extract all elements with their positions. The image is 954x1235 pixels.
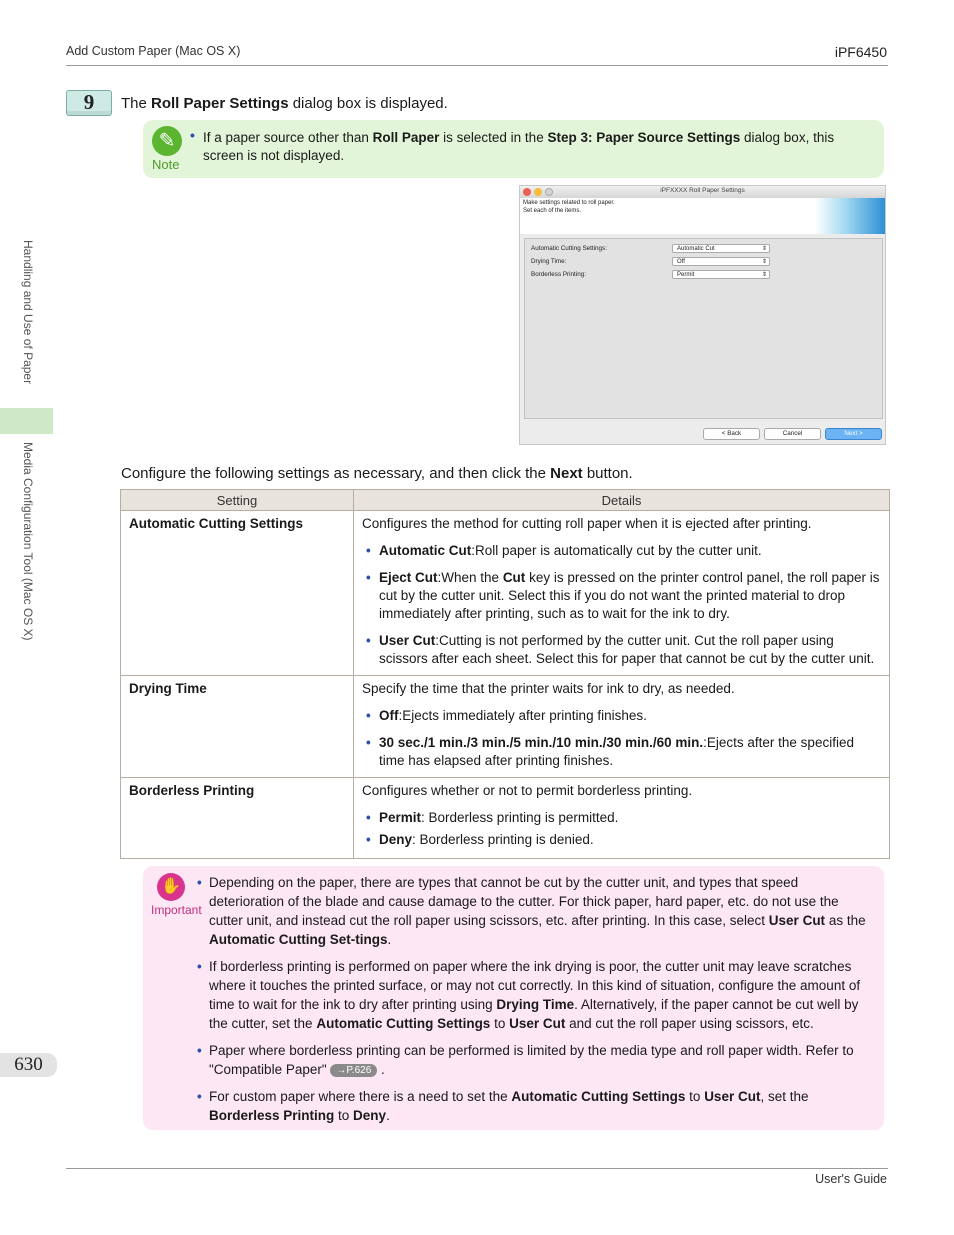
note-text — [203, 129, 873, 165]
text-run: :Ejects immediately after printing finishes. — [398, 708, 647, 723]
step-text: The Roll Paper Settings dialog box is displayed. — [121, 95, 448, 112]
drying-time-select[interactable]: Off ⇕ — [672, 257, 770, 266]
list-item — [362, 734, 881, 770]
list-item — [362, 809, 881, 827]
note-label: Note — [152, 157, 180, 172]
bold-text: Eject Cut — [379, 570, 438, 585]
bold-text: Cut — [502, 570, 526, 585]
step-number-badge: 9 — [66, 90, 112, 116]
list-item — [362, 542, 881, 560]
automatic-cutting-select[interactable]: Automatic Cut ⇕ — [672, 244, 770, 253]
text-run: to — [334, 1108, 354, 1123]
bold-text: Drying Time — [496, 997, 575, 1012]
bullet-icon: • — [197, 1089, 202, 1104]
bold-text: User Cut — [768, 913, 826, 928]
header-model-name: iPF6450 — [834, 44, 887, 60]
header-section-title: Add Custom Paper (Mac OS X) — [66, 44, 241, 58]
text-run: :Roll paper is automatically cut by the cutter unit. — [471, 543, 762, 558]
text-run: to — [685, 1089, 705, 1104]
details-intro: Configures whether or not to permit borderless printing. — [362, 783, 693, 798]
borderless-printing-label: Borderless Printing: — [531, 271, 586, 278]
roll-paper-settings-dialog — [519, 185, 886, 445]
side-tab-chapter: Handling and Use of Paper — [21, 240, 35, 385]
bold-text: User Cut — [704, 1089, 761, 1104]
setting-details-cell — [354, 511, 890, 676]
bullet-icon: • — [197, 875, 202, 890]
bullet-icon: • — [366, 810, 371, 825]
text-run: Depending on the paper, there are types that cannot be cut by the cutter unit, and types that speed deterioration of the blade and cause damage to the cutter. For thick paper, hard paper, etc. do not use the cutter unit, and instead cut the roll paper using scissors, etc. after printing. In this case, select — [209, 875, 839, 928]
text-run: :Cutting is not performed by the cutter unit. Cut the roll paper using scissors after each sheet. Select this for paper that cannot be cut by the cutter unit. — [379, 633, 875, 666]
setting-name-cell: Automatic Cutting Settings — [121, 511, 354, 676]
side-tab-highlight — [0, 408, 53, 434]
text-run: dialog box, this screen is not displayed. — [203, 130, 835, 163]
important-list — [197, 873, 870, 1133]
setting-name-cell: Borderless Printing — [121, 778, 354, 859]
text-run: . — [377, 1062, 385, 1077]
bold-text: Deny — [353, 1108, 387, 1123]
bold-text: Deny — [379, 832, 413, 847]
header-divider — [66, 65, 888, 66]
details-intro: Configures the method for cutting roll paper when it is ejected after printing. — [362, 516, 812, 531]
table-row — [121, 778, 890, 859]
stepper-arrows-icon: ⇕ — [761, 246, 767, 252]
drying-time-label: Drying Time: — [531, 258, 567, 265]
list-item — [197, 1041, 870, 1079]
cancel-button[interactable]: Cancel — [764, 428, 821, 440]
bullet-icon: • — [366, 708, 371, 723]
text-run: is selected in the — [439, 130, 548, 145]
next-button[interactable]: Next > — [825, 428, 882, 440]
text-run: as the — [825, 913, 866, 928]
side-tab-section: Media Configuration Tool (Mac OS X) — [21, 442, 35, 641]
text-run: For custom paper where there is a need to set the — [209, 1089, 512, 1104]
bold-text: User Cut — [379, 633, 436, 648]
text-run: . — [387, 932, 392, 947]
list-item — [362, 831, 881, 849]
bold-text: Roll Paper — [372, 130, 440, 145]
list-item — [362, 569, 881, 623]
text-run: and cut the roll paper using scissors, etc. — [565, 1016, 814, 1031]
bold-text: Permit — [379, 810, 422, 825]
pencil-icon: ✎ — [152, 126, 182, 156]
bold-text: Automatic Cut — [379, 543, 472, 558]
automatic-cutting-label: Automatic Cutting Settings: — [531, 245, 607, 252]
bold-text: 30 sec./1 min./3 min./5 min./10 min./30 min./60 min. — [379, 735, 704, 750]
list-item — [362, 632, 881, 668]
setting-details-cell — [354, 676, 890, 778]
table-header-row — [121, 490, 890, 511]
text-run: :When the — [437, 570, 503, 585]
dialog-title: iPFXXXX Roll Paper Settings — [660, 187, 745, 194]
bullet-icon: • — [366, 832, 371, 847]
bullet-icon: • — [197, 1043, 202, 1058]
details-intro: Specify the time that the printer waits for ink to dry, as needed. — [362, 681, 735, 696]
text-run: If borderless printing is performed on paper where the ink drying is poor, the cutter unit may leave scratches where it touches the printed surface, or may not cut correctly. In this kind of situation, configure the amount of time to wait for the ink to dry after printing using — [209, 959, 861, 1012]
text-run: :Ejects after the specified time has elapsed after printing finishes. — [379, 735, 854, 768]
bullet-icon: • — [366, 633, 371, 648]
text-run: : Borderless printing is permitted. — [421, 810, 619, 825]
bold-text: Automatic Cutting Settings — [316, 1016, 491, 1031]
bold-text: Borderless Printing — [209, 1108, 335, 1123]
settings-table — [120, 489, 890, 859]
list-item — [197, 873, 870, 949]
page-reference-link[interactable]: →P.626 — [330, 1064, 377, 1077]
printer-banner-art-icon — [815, 198, 885, 234]
dialog-titlebar — [520, 186, 885, 198]
bold-text: Automatic Cutting Settings — [511, 1089, 686, 1104]
bullet-icon: • — [197, 959, 202, 974]
bullet-icon: • — [366, 735, 371, 750]
important-label: Important — [151, 903, 202, 917]
bold-text: Off — [379, 708, 399, 723]
back-button[interactable]: < Back — [703, 428, 760, 440]
text-run: Paper where borderless printing can be performed is limited by the media type and roll paper width. Refer to "Compatible Paper" — [209, 1043, 854, 1077]
text-run: key is pressed on the printer control panel, the roll paper is cut by the cutter unit. Select this if you do not want the printed material to drop immediately after printing, such as to wait for the ink to dry. — [379, 570, 880, 621]
bold-text: Step 3: Paper Source Settings — [547, 130, 741, 145]
list-item — [197, 957, 870, 1033]
text-run: . Alternatively, if the paper cannot be cut well by the cutter, set the — [209, 997, 859, 1031]
text-run: , set the — [760, 1089, 809, 1104]
list-item — [197, 1087, 870, 1125]
bold-text: Automatic Cutting Set-tings — [209, 932, 388, 947]
column-header-details: Details — [354, 490, 890, 511]
text-run: . — [386, 1108, 390, 1123]
table-row — [121, 676, 890, 778]
setting-name-cell: Drying Time — [121, 676, 354, 778]
dialog-message: Make settings related to roll paper. Set each of the items. — [523, 200, 615, 214]
footer-guide-name: User's Guide — [815, 1172, 887, 1186]
dialog-banner — [520, 198, 885, 234]
column-header-setting: Setting — [121, 490, 354, 511]
bold-text: User Cut — [509, 1016, 566, 1031]
stepper-arrows-icon: ⇕ — [761, 259, 767, 265]
borderless-printing-select[interactable]: Permit ⇕ — [672, 270, 770, 279]
text-run: to — [490, 1016, 510, 1031]
text-run: If a paper source other than — [203, 130, 373, 145]
text-run: : Borderless printing is denied. — [412, 832, 594, 847]
bullet-icon: • — [366, 570, 371, 585]
table-row — [121, 511, 890, 676]
page-number: 630 — [0, 1053, 57, 1077]
footer-divider — [66, 1168, 888, 1169]
hand-glyph-icon: ✋ — [161, 878, 181, 895]
dialog-settings-panel — [524, 238, 883, 419]
intro-text: Configure the following settings as necessary, and then click the Next button. — [121, 465, 633, 482]
stepper-arrows-icon: ⇕ — [761, 272, 767, 278]
bullet-icon: • — [366, 543, 371, 558]
bullet-icon: • — [190, 127, 195, 143]
setting-details-cell — [354, 778, 890, 859]
list-item — [362, 707, 881, 725]
